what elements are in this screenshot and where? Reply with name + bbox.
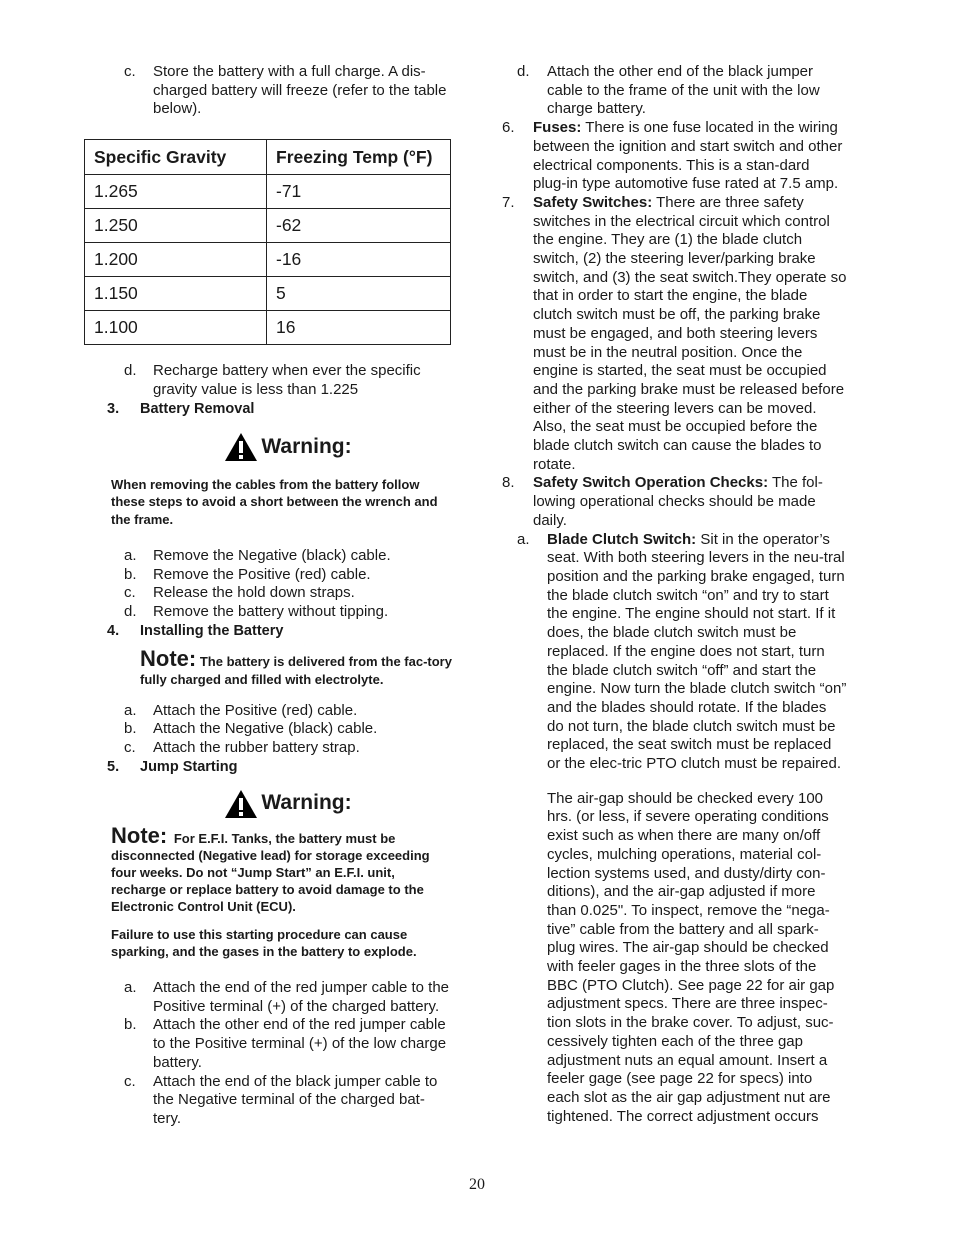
list-item: 6. Fuses: There is one fuse located in the wiring between the ignition and start switch and other electrical components. This is a stan-dard plug-in type automotive fuse rated at 7.5 amp. <box>502 119 843 193</box>
note-label: Note: <box>140 646 197 672</box>
list-item: c. Attach the end of the black jumper cable to the Negative terminal of the charged bat-tery. <box>124 1072 438 1127</box>
section-heading: 5. Jump Starting <box>107 758 238 775</box>
list-item: b. Attach the Negative (black) cable. <box>124 720 378 738</box>
left-column <box>84 63 452 1129</box>
removal-steps <box>84 547 452 622</box>
list-item: a. Blade Clutch Switch: Sit in the operator’s seat. With both steering levers in the neu-tral position and the parking brake engaged, turn the blade clutch switch “on” and try to start the engine. The engine should not start. If it does, the blade clutch switch must be replaced. If the engine does not start, turn the blade clutch switch “off” and start the engine. Now turn the blade clutch switch “on” and the blades should rotate. If the blades do not turn, the blade clutch switch must be replaced, the seat switch must be replaced or the elec-tric PTO clutch must be repaired. <box>517 530 847 773</box>
list-item: a. Attach the Positive (red) cable. <box>124 701 358 719</box>
table-cell: 1.250 <box>85 209 267 243</box>
table-row <box>85 311 451 345</box>
table-row <box>85 243 451 277</box>
list-item: b. Remove the Positive (red) cable. <box>124 565 371 583</box>
item-label: Blade Clutch Switch: <box>547 530 697 548</box>
list-item: a. Remove the Negative (black) cable. <box>124 546 391 564</box>
freezing-temp-table <box>84 139 451 345</box>
table-header-row <box>85 140 451 175</box>
table-header: Specific Gravity <box>85 140 267 175</box>
table-cell: 5 <box>267 277 451 311</box>
table-cell: 1.100 <box>85 311 267 345</box>
warning-triangle-icon <box>224 789 258 819</box>
list-item: a. Attach the end of the red jumper cable to the Positive terminal (+) of the charged battery. <box>124 978 450 1015</box>
airgap-paragraph: The air-gap should be checked every 100 hrs. (or less, if severe operating conditions exist such as when there are many on/off cycles, mulching operations, material col-lection systems used, and dusty/dirty con-ditions), and the air-gap adjusted if more than 0.025". To inspect, remove the “nega-tive” cable from the battery and all spark-plug wires. The air-gap should be checked with feeler gages in the three slots of the BBC (PTO Clutch). See page 22 for air gap adjustment specs. There are three inspec-tion slots in the brake cover. To adjust, suc-cessively tighten each of the three gap adjustment nuts an equal amount. Insert a feeler gage (see page 22 for specs) into each slot as the air gap adjustment nut are tightened. The correct adjustment occurs <box>547 789 835 1125</box>
table-header: Freezing Temp (°F) <box>267 140 451 175</box>
list-item: 8. Safety Switch Operation Checks: The fol-lowing operational checks should be made daily. <box>502 474 823 529</box>
note-block: Note: The battery is delivered from the fac-tory fully charged and filled with electrolyte. <box>140 646 452 687</box>
item-label: Safety Switch Operation Checks: <box>533 474 769 492</box>
table-cell: 16 <box>267 311 451 345</box>
table-cell: 1.200 <box>85 243 267 277</box>
warning-heading: Warning: <box>84 789 452 819</box>
warning-text: When removing the cables from the battery follow these steps to avoid a short between the wrench and the frame. <box>111 477 438 527</box>
list-item: c. Store the battery with a full charge. A dis-charged battery will freeze (refer to the table below). <box>124 63 447 118</box>
item-label: Fuses: <box>533 119 582 137</box>
list-item: d. Attach the other end of the black jumper cable to the frame of the unit with the low charge battery. <box>517 63 820 118</box>
list-item: c. Attach the rubber battery strap. <box>124 739 360 757</box>
table-cell: -71 <box>267 175 451 209</box>
list-item: b. Attach the other end of the red jumper cable to the Positive terminal (+) of the low charge battery. <box>124 1016 447 1071</box>
section-heading: 3. Battery Removal <box>107 400 255 417</box>
table-row <box>85 277 451 311</box>
warning-triangle-icon <box>224 432 258 462</box>
list-item: d. Recharge battery when ever the specific gravity value is less than 1.225 <box>124 362 421 398</box>
table-cell: -62 <box>267 209 451 243</box>
table-cell: -16 <box>267 243 451 277</box>
right-column <box>502 63 847 1126</box>
failure-warning-text: Failure to use this starting procedure can cause sparking, and the gases in the battery to explode. <box>111 926 417 959</box>
table-row <box>85 209 451 243</box>
page-number: 20 <box>469 1176 485 1193</box>
list-item: 7. Safety Switches: There are three safety switches in the electrical circuit which control the engine. They are (1) the blade clutch switch, (2) the steering lever/parking brake switch, and (3) the seat switch.They operate so that in order to start the engine, the blade clutch switch must be off, the parking brake must be engaged, and both steering levers must be in the neutral position. Once the engine is started, the seat must be occupied and the parking brake must be released before either of the steering levers can be moved. Also, the seat must be occupied before the blade clutch switch can cause the blades to rotate. <box>502 193 847 473</box>
warning-heading: Warning: <box>84 432 452 462</box>
jump-steps <box>84 979 452 1129</box>
list-item: c. Release the hold down straps. <box>124 584 355 602</box>
table-cell: 1.265 <box>85 175 267 209</box>
item-label: Safety Switches: <box>533 193 653 211</box>
table-cell: 1.150 <box>85 277 267 311</box>
note-label: Note: <box>111 822 168 848</box>
note-block: Note: For E.F.I. Tanks, the battery must be disconnected (Negative lead) for storage exceeding four weeks. Do not “Jump Start” an E.F.I. unit, recharge or replace battery to avoid damage to the Electronic Control Unit (ECU). <box>111 822 430 915</box>
list-item: d. Remove the battery without tipping. <box>124 602 389 620</box>
install-steps <box>84 702 452 758</box>
table-row <box>85 175 451 209</box>
section-heading: 4. Installing the Battery <box>107 622 284 639</box>
